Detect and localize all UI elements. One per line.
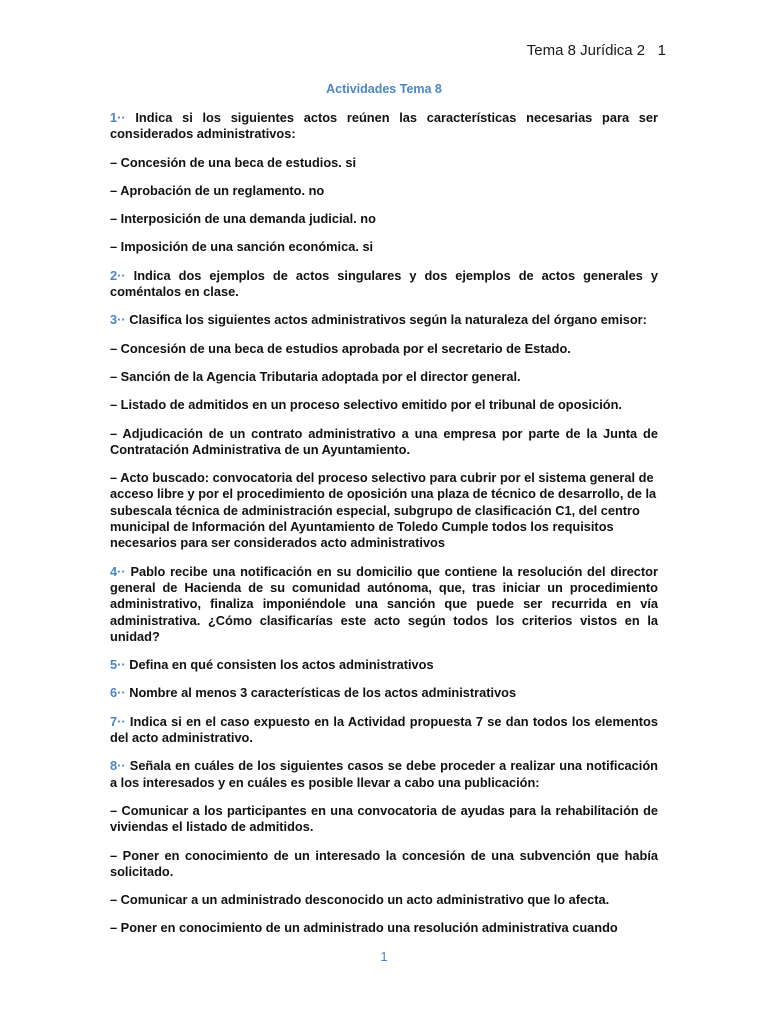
paragraph-text: – Acto buscado: convocatoria del proceso selectivo para cubrir por el sistema general de acceso libre y por el procedimiento de oposición una plaza de técnico de desarrollo, de la subescala técnica de administración especial, subgrupo de clasificación C1, del centro municipal de Información del Ayuntamiento de Toledo Cumple todos los requisitos necesarios para ser considerados acto administrativos — [110, 470, 657, 551]
paragraph-text: – Poner en conocimiento de un administrado una resolución administrativa cuando — [110, 920, 618, 936]
paragraph-text: – Comunicar a un administrado desconocido un acto administrativo que lo afecta. — [110, 892, 610, 908]
paragraph — [110, 155, 658, 171]
page-header — [527, 42, 666, 59]
header-title: Tema 8 Jurídica 2 — [526, 42, 646, 59]
paragraph — [110, 426, 658, 459]
page-footer-number: 1 — [380, 949, 388, 964]
paragraph — [110, 714, 658, 747]
item-number: 3·· — [110, 312, 130, 328]
paragraph — [110, 892, 658, 908]
paragraph-text: Defina en qué consisten los actos administrativos — [129, 657, 434, 673]
paragraph-text: Nombre al menos 3 características de los actos administrativos — [129, 685, 517, 701]
paragraph-text: – Listado de admitidos en un proceso selectivo emitido por el tribunal de oposición. — [110, 397, 622, 413]
paragraph — [110, 369, 658, 385]
paragraph — [110, 920, 658, 936]
paragraph-text: – Comunicar a los participantes en una convocatoria de ayudas para la rehabilitación de viviendas el listado de admitidos. — [110, 802, 658, 835]
paragraph-text: – Adjudicación de un contrato administrativo a una empresa por parte de la Junta de Contratación Administrativa de un Ayuntamiento. — [110, 425, 658, 457]
item-number: 4·· — [110, 563, 131, 579]
paragraph-text: Indica si en el caso expuesto en la Actividad propuesta 7 se dan todos los elementos del acto administrativo. — [110, 713, 658, 746]
paragraph — [110, 183, 658, 199]
paragraph — [110, 211, 658, 227]
paragraph-text: – Concesión de una beca de estudios. si — [110, 154, 357, 170]
paragraph-text: Pablo recibe una notificación en su domicilio que contiene la resolución del director general de Hacienda de su comunidad autónoma, que, tras iniciar un procedimiento administrativo, finaliza imponiéndole una sanción que puede ser recurrida en vía administrativa. ¿Cómo clasificarías este acto según todos los criterios vistos en la unidad? — [110, 563, 658, 644]
item-number: 1·· — [110, 110, 136, 125]
item-number: 5·· — [110, 657, 130, 673]
paragraph-text: – Sanción de la Agencia Tributaria adoptada por el director general. — [110, 368, 521, 384]
paragraph — [110, 685, 658, 701]
paragraph-text: Indica si los siguientes actos reúnen las características necesarias para ser considerados administrativos: — [110, 110, 658, 142]
paragraph — [110, 564, 658, 645]
paragraph-text: Señala en cuáles de los siguientes casos se debe proceder a realizar una notificación a los interesados y en cuáles es posible llevar a cabo una publicación: — [110, 758, 658, 790]
paragraph — [110, 803, 658, 836]
paragraph — [110, 397, 658, 413]
item-number: 6·· — [110, 685, 130, 701]
document-title: Actividades Tema 8 — [326, 82, 442, 96]
paragraph-text: – Concesión de una beca de estudios aprobada por el secretario de Estado. — [110, 340, 571, 356]
paragraph-text: – Aprobación de un reglamento. no — [110, 182, 325, 198]
paragraph — [110, 341, 658, 357]
paragraph-text: Indica dos ejemplos de actos singulares y dos ejemplos de actos generales y coméntalos en clase. — [110, 267, 658, 300]
paragraph — [110, 758, 658, 791]
paragraph-text: Clasifica los siguientes actos administrativos según la naturaleza del órgano emisor: — [129, 312, 647, 328]
paragraph-text: – Interposición de una demanda judicial. no — [110, 211, 376, 227]
paragraph — [110, 657, 658, 673]
paragraph — [110, 470, 658, 551]
paragraph — [110, 110, 658, 143]
item-number: 7·· — [110, 713, 130, 729]
paragraph — [110, 848, 658, 881]
paragraph-text: – Imposición de una sanción económica. si — [110, 239, 374, 255]
paragraph — [110, 239, 658, 255]
document-body — [110, 110, 658, 949]
paragraph — [110, 312, 658, 328]
item-number: 2·· — [110, 267, 134, 283]
paragraph-text: – Poner en conocimiento de un interesado la concesión de una subvención que había solicitado. — [110, 847, 658, 879]
paragraph — [110, 268, 658, 301]
item-number: 8·· — [110, 758, 130, 774]
header-page-number: 1 — [657, 42, 666, 59]
